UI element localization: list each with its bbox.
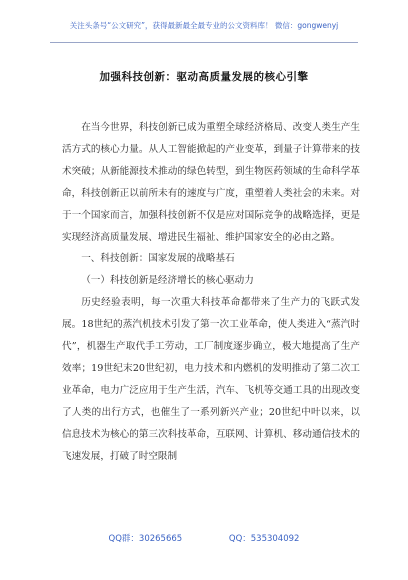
intro-paragraph: 在当今世界，科技创新已成为重塑全球经济格局、改变人类生产生活方式的核心力量。从人工智能掀起的产业变革，到量子计算带来的技术突破；从新能源技术推动的绿色转型，到生物医药领域的生命科学革命，科技创新正以前所未有的速度与广度，重塑着人类社会的未来。对于一个国家而言，加强科技创新不仅是应对国际竞争的战略选择，更是实现经济高质量发展、增进民生福祉、维护国家安全的必由之路。: [62, 122, 360, 243]
page-footer: [0, 532, 408, 544]
document-body: [62, 117, 360, 468]
header-divider: [50, 42, 358, 43]
document-title: 加强科技创新：驱动高质量发展的核心引擎: [99, 71, 309, 83]
qq-contact: QQ：535304092: [228, 534, 300, 544]
page-header: 关注头条号“公文研究”，获得最新最全最专业的公文资料库！ 微信：gongwenyj: [69, 21, 339, 30]
subsection-heading: （一）科技创新是经济增长的核心驱动力: [81, 275, 254, 287]
qq-group: QQ群：30265665: [108, 534, 183, 544]
body-paragraph: 历史经验表明，每一次重大科技革命都带来了生产力的飞跃式发展。18世纪的蒸汽机技术引发了第一次工业革命，使人类进入“蒸汽时代”，机器生产取代手工劳动，工厂制度逐步确立，极大地提高了生产效率；19世纪末20世纪初，电力技术和内燃机的发明推动了第二次工业革命，电力广泛应用于生产生活，汽车、飞机等交通工具的出现改变了人类的出行方式，也催生了一系列新兴产业；20世纪中叶以来，以信息技术为核心的第三次科技革命，互联网、计算机、移动通信技术的飞速发展，打破了时空限制: [62, 297, 360, 462]
section-heading: 一、科技创新：国家发展的战略基石: [81, 253, 235, 265]
